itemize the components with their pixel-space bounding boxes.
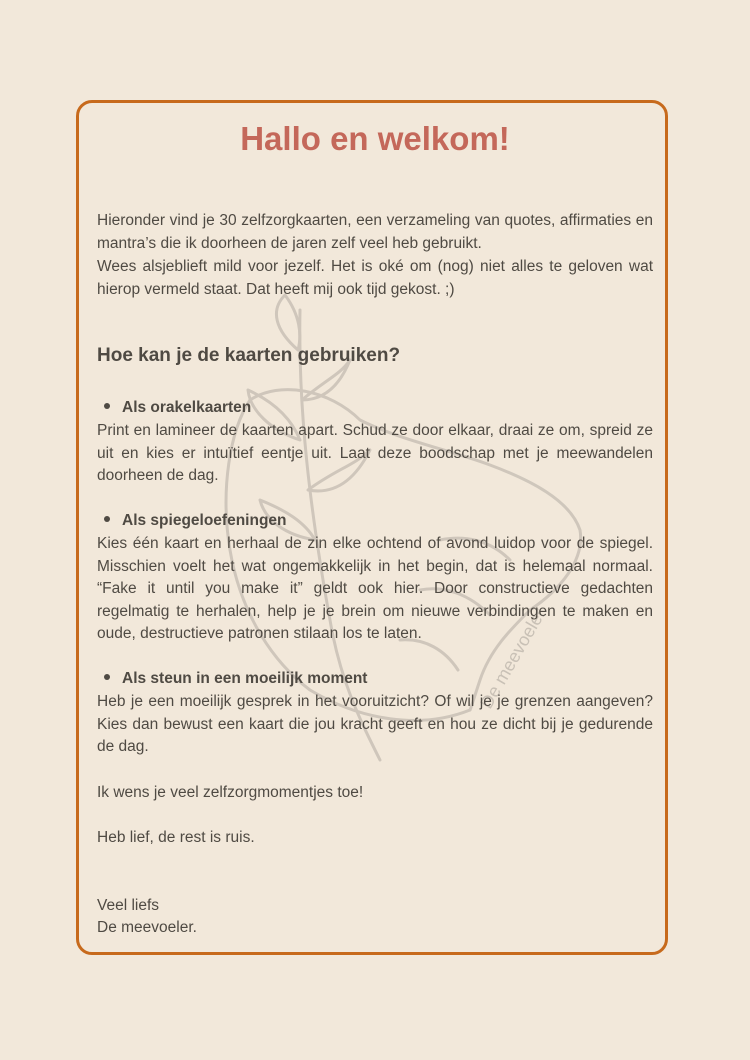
- item-text-steun: Heb je een moeilijk gesprek in het vooruitzicht? Of wil je je grenzen aangeven? Kies dan bewust een kaart die jou kracht geeft en hou ze dicht bij je gedurende de dag.: [97, 693, 653, 756]
- motto-line: Heb lief, de rest is ruis.: [97, 829, 255, 846]
- bullet-spiegeloefeningen: Als spiegeloefeningen: [104, 510, 287, 532]
- intro-paragraph-2: Wees alsjeblieft mild voor jezelf. Het is oké om (nog) niet alles te geloven wat hierop vermeld staat. Dat heeft mij ook tijd gekost. ;): [97, 258, 653, 298]
- svg-text:De meevoeler: De meevoeler: [476, 604, 550, 712]
- signature-line: De meevoeler.: [97, 919, 197, 936]
- closing-line: Veel liefs: [97, 897, 160, 914]
- bullet-steun: Als steun in een moeilijk moment: [104, 668, 367, 690]
- bullet-dot-icon: [104, 674, 110, 680]
- section-heading: Hoe kan je de kaarten gebruiken?: [97, 345, 401, 366]
- wish-line: Ik wens je veel zelfzorgmomentjes toe!: [97, 784, 364, 801]
- item-text-spiegeloefeningen: Kies één kaart en herhaal de zin elke ochtend of avond luidop voor de spiegel. Misschien voelt het wat ongemakkelijk in het begin, dat is helemaal normaal. “Fake it until you make it” geldt ook hier. Door constructieve gedachten regelmatig te herhalen, help je je brein om nieuwe verbindingen te maken en oude, destructieve patronen stilaan los te laten.: [97, 535, 653, 643]
- bullet-dot-icon: [104, 403, 110, 409]
- intro-paragraph-1: Hieronder vind je 30 zelfzorgkaarten, een verzameling van quotes, affirmaties en mantra’s die ik doorheen de jaren zelf veel heb gebruikt.: [97, 212, 653, 252]
- bullet-dot-icon: [104, 516, 110, 522]
- bullet-orakelkaarten: Als orakelkaarten: [104, 397, 251, 419]
- page-title: Hallo en welkom!: [240, 120, 510, 157]
- item-text-orakelkaarten: Print en lamineer de kaarten apart. Schud ze door elkaar, draai ze om, spreid ze uit en kies er intuïtief eentje uit. Laat deze boodschap met je meewandelen doorheen de dag.: [97, 422, 653, 485]
